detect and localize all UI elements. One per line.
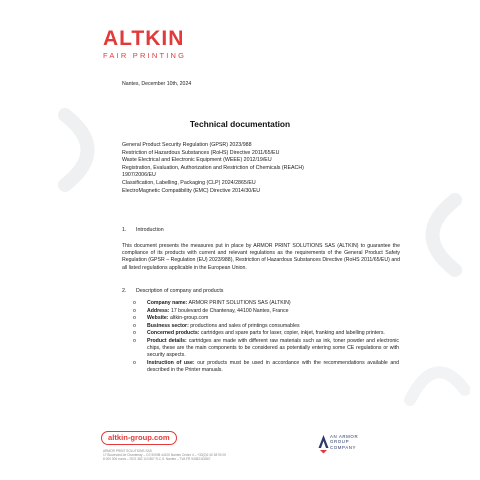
item-text: 17 boulevard de Chantenay, 44100 Nantes, France	[169, 307, 289, 314]
document-title: Technical documentation	[189, 119, 291, 129]
regulation-line: Waste Electrical and Electronic Equipment (WEEE) 2012/19/EU	[122, 157, 272, 164]
group-line: GROUP	[330, 439, 350, 445]
regulation-line: Classification, Labelling, Packaging (CLP) 2024/2865/EU	[122, 179, 256, 186]
group-line: AN ARMOR	[330, 434, 359, 439]
footer-website-link[interactable]: altkin-group.com	[101, 431, 177, 445]
brand-name: ALTKIN	[103, 27, 185, 50]
item-text: productions and sales of printings consumables	[188, 322, 300, 329]
bullet-icon: o	[133, 359, 136, 366]
item-label: Product details:	[147, 337, 187, 344]
brand-tagline: FAIR PRINTING	[103, 51, 187, 60]
bullet-icon: o	[133, 337, 136, 344]
list-item	[133, 360, 399, 374]
bullet-icon: o	[133, 300, 136, 306]
item-text: ARMOR PRINT SOLUTIONS SAS (ALTKIN)	[187, 300, 291, 306]
background-arc-right	[395, 190, 465, 280]
group-line: COMPANY	[330, 444, 357, 450]
list-item	[133, 308, 399, 315]
document-date: Nantes, December 10th, 2024	[122, 81, 192, 87]
footer-legal-line: 8 000 000 euros – RCS 382 110 867 R.C.S. Nantes – TVA FR 94382110867	[103, 457, 211, 462]
bullet-icon: o	[133, 330, 136, 337]
item-label: Instruction of use:	[147, 359, 195, 366]
section-number: 2.	[122, 288, 127, 294]
footer-legal-line: ARMOR PRINT SOLUTIONS SAS	[103, 449, 152, 453]
list-item	[133, 315, 399, 322]
bullet-icon: o	[133, 322, 136, 329]
list-item	[133, 338, 399, 359]
regulation-line: 1907/2006/EU	[122, 172, 156, 179]
regulation-line: Registration, Evaluation, Authorization and Restriction of Chemicals (REACH)	[122, 164, 304, 171]
bullet-icon: o	[133, 307, 136, 314]
regulation-line: Restriction of Hazardous Substances (RoHS) Directive 2011/65/EU	[122, 149, 280, 156]
company-details-list	[133, 300, 399, 374]
regulation-line: General Product Security Regulation (GPSR) 2023/988	[122, 142, 252, 148]
bullet-icon: o	[133, 315, 136, 322]
item-text: our products must be used in accordance with the recommendations available and described in the Printer manuals.	[147, 359, 400, 373]
regulation-list	[122, 142, 397, 195]
list-item	[133, 330, 399, 337]
footer-legal-line: 17 Boulevard de Chantenay – CS 90098 44100 Nantes Cedex 4 – +33(0)2 40 38 90 00	[103, 453, 227, 458]
footer-legal-text	[103, 449, 283, 462]
item-label: Address:	[147, 307, 170, 314]
item-label: Business sector:	[147, 322, 189, 329]
list-item	[133, 300, 399, 307]
background-arc-bottom-right	[400, 330, 470, 410]
section-title: Description of company and products	[136, 288, 224, 294]
brand-logo	[103, 28, 186, 60]
item-text: cartridges and spare parts for laser, copier, inkjet, franking and labelling printers.	[199, 330, 385, 337]
section-heading	[122, 227, 400, 234]
section-title: Introduction	[136, 227, 164, 233]
item-label: Website:	[147, 315, 169, 322]
regulation-line: ElectroMagnetic Compatibility (EMC) Directive 2014/30/EU	[122, 187, 261, 194]
item-label: Concerned products:	[147, 330, 200, 337]
introduction-paragraph: This document presents the measures put in place by ARMOR PRINT SOLUTIONS SAS (ALTKIN) to guarantee the compliance of its products with current and relevant regulations as the requirements of the General Product Safety Regulation (GPSR – Regulation (EU) 2023/988), Restriction of Hazardous Substances Directive (RoHS 2011/65/EU) and all listed regulations applicable in the European Union.	[122, 243, 400, 271]
list-item	[133, 323, 399, 330]
section-number: 1.	[122, 227, 127, 233]
item-text: altkin-group.com	[168, 315, 209, 322]
section-description	[122, 288, 400, 295]
section-introduction	[122, 227, 400, 272]
armor-group-label	[330, 434, 358, 450]
item-label: Company name:	[147, 300, 188, 306]
section-heading	[122, 288, 400, 295]
armor-group-logo-icon	[318, 434, 329, 454]
item-text: cartridges are made with different raw materials such as ink, toner powder and electronic chips, these are the main components to be considered as potentially entering some CE regulations or with security aspects.	[147, 337, 399, 359]
